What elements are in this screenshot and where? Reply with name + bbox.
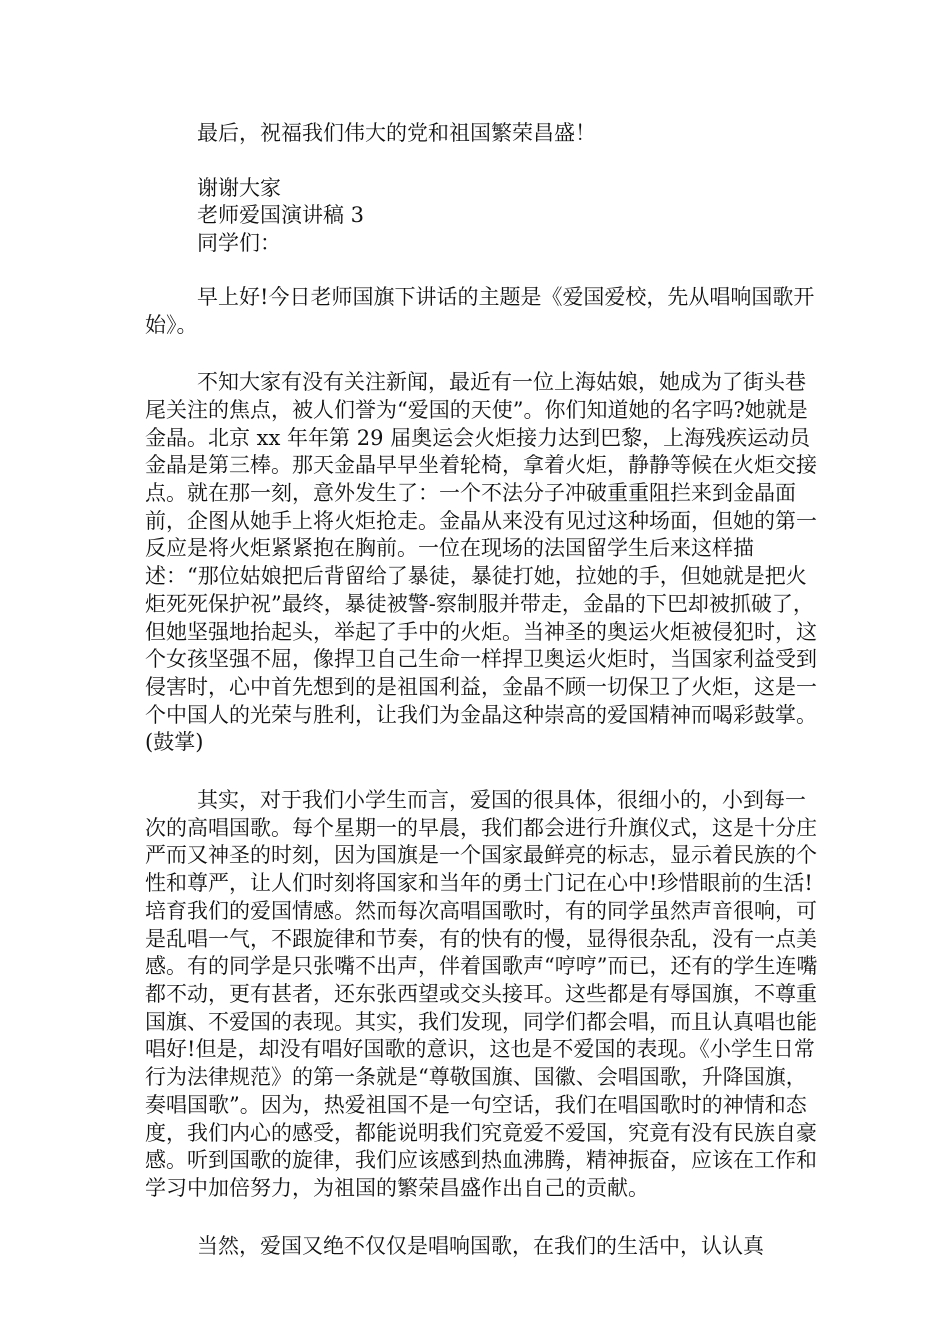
paragraph-national-anthem: 其实，对于我们小学生而言，爱国的很具体，很细小的，小到每一次的高唱国歌。每个星期一的早晨，我们都会进行升旗仪式，这是十分庄严而又神圣的时刻，因为国旗是一个国家最鲜亮的标志，显示着民族的个性和尊严，让人们时刻将国家和当年的勇士门记在心中!珍惜眼前的生活!培育我们的爱国情感。然而每次高唱国歌时，有的同学虽然声音很响，可是乱唱一气，不跟旋律和节奏，有的快有的慢，显得很杂乱，没有一点美感。有的同学是只张嘴不出声，伴着国歌声“哼哼”而已，还有的学生连嘴都不动，更有甚者，还东张西望或交头接耳。这些都是有辱国旗，不尊重国旗、不爱国的表现。其实，我们发现，同学们都会唱，而且认真唱也能唱好!但是，却没有唱好国歌的意识，这也是不爱国的表现。《小学生日常行为法律规范》的第一条就是“尊敬国旗、国徽、会唱国歌，升降国旗，奏唱国歌”。因为，热爱祖国不是一句空话，我们在唱国歌时的神情和态度，我们内心的感受，都能说明我们究竟爱不爱国，究竟有没有民族自豪感。听到国歌的旋律，我们应该感到热血沸腾，精神振奋，应该在工作和学习中加倍努力，为祖国的繁荣昌盛作出自己的贡献。 (145, 788, 818, 1200)
closing-blessing: 最后，祝福我们伟大的党和祖国繁荣昌盛！ (197, 121, 596, 145)
paragraph-greeting: 早上好!今日老师国旗下讲话的主题是《爱国爱校，先从唱响国歌开始》。 (145, 284, 815, 337)
paragraph-jinjing-story: 不知大家有没有关注新闻，最近有一位上海姑娘，她成为了街头巷尾关注的焦点，被人们誉为“爱国的天使”。你们知道她的名字吗?她就是金晶。北京 xx 年年第 29 届奥运会火炬接力达到巴黎，上海残疾运动员金晶是第三棒。那天金晶早早坐着轮椅，拿着火炬，静静等候在火炬交接点。就在那一刻，意外发生了：一个不法分子冲破重重阻拦来到金晶面前，企图从她手上将火炬抢走。金晶从来没有见过这种场面，但她的第一反应是将火炬紧紧抱在胸前。一位在现场的法国留学生后来这样描述：“那位姑娘把后背留给了暴徒，暴徒打她，拉她的手，但她就是把火炬死死保护祝”最终，暴徒被警-察制服并带走，金晶的下巴却被抓破了，但她坚强地抬起头，举起了手中的火炬。当神圣的奥运火炬被侵犯时，这个女孩坚强不屈，像捍卫自己生命一样捍卫奥运火炬时，当国家利益受到侵害时，心中首先想到的是祖国利益，金晶不顾一切保卫了火炬，这是一个中国人的光荣与胜利，让我们为金晶这种崇高的爱国精神而喝彩鼓掌。(鼓掌) (145, 370, 817, 755)
speech-title: 老师爱国演讲稿 3 (197, 203, 365, 228)
salutation: 同学们： (197, 231, 281, 256)
thanks-line: 谢谢大家 (197, 175, 281, 200)
document-body (145, 120, 825, 1260)
paragraph-closing-start: 当然，爱国又绝不仅仅是唱响国歌，在我们的生活中，认认真 (197, 1233, 764, 1258)
